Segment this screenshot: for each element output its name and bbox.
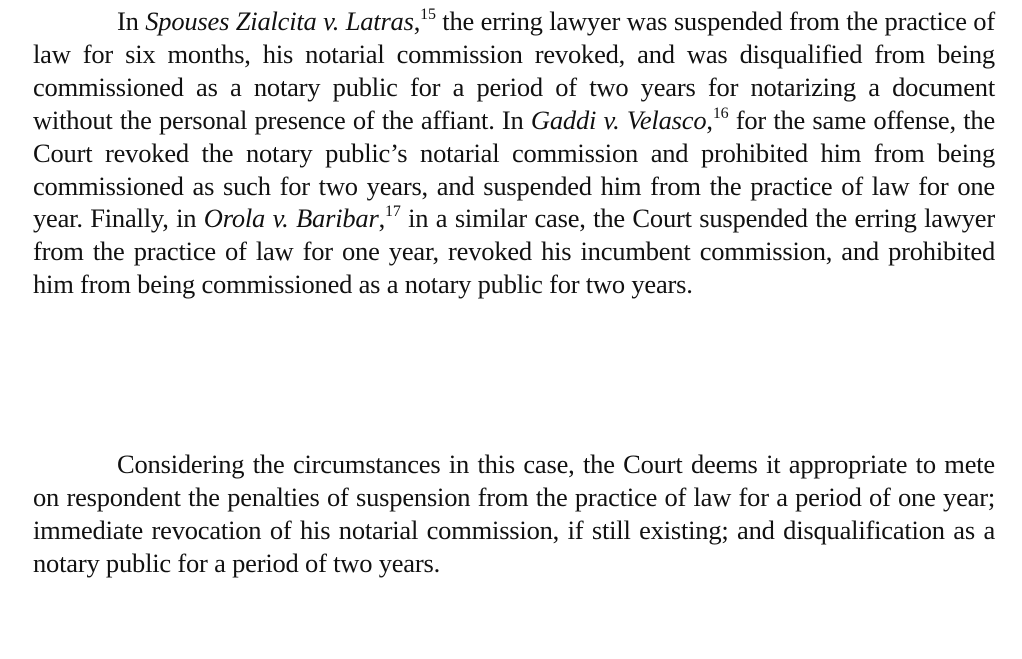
footnote-marker: 15	[420, 6, 436, 23]
paragraph-text: ,	[706, 104, 713, 135]
footnote-marker: 17	[385, 203, 401, 221]
paragraph-text: ,	[378, 203, 386, 234]
paragraph-text: for the same offense, the Court revoked the notary public’s notarial commission and prohibited him from being commissioned as such for two years, and suspended him from the practice of law for one year. Finally, in	[33, 104, 996, 234]
paragraph-text: the erring lawyer was suspended from the practice of law for six months, his notarial commission revoked, and was disqualified from being commissioned as a notary public for a period of two years for notarizing a document without the personal presence of the affiant. In	[33, 6, 995, 135]
case-citation: Spouses Zialcita v. Latras	[145, 6, 414, 36]
case-citation: Gaddi v. Velasco	[530, 104, 707, 135]
paragraph-text: in a similar case, the Court suspended the erring lawyer from the practice of law for one year, revoked his incumbent commission, and prohibited him from being commissioned as a notary public for two years.	[33, 203, 995, 300]
paragraph-text: Considering the circumstances in this case, the Court deems it appropriate to mete on respondent the penalties of suspension from the practice of law for a period of one year; immediate revocation of his notarial commission, if still existing; and disqualification as a notary public for a period of two years.	[33, 449, 995, 578]
paragraph-text: ,	[413, 6, 421, 36]
paragraph-ruling	[33, 448, 995, 580]
paragraph-penalty-precedents	[33, 5, 995, 301]
case-citation: Orola v. Baribar	[203, 203, 379, 234]
paragraph-text: In	[117, 6, 146, 36]
footnote-marker: 16	[712, 104, 729, 122]
